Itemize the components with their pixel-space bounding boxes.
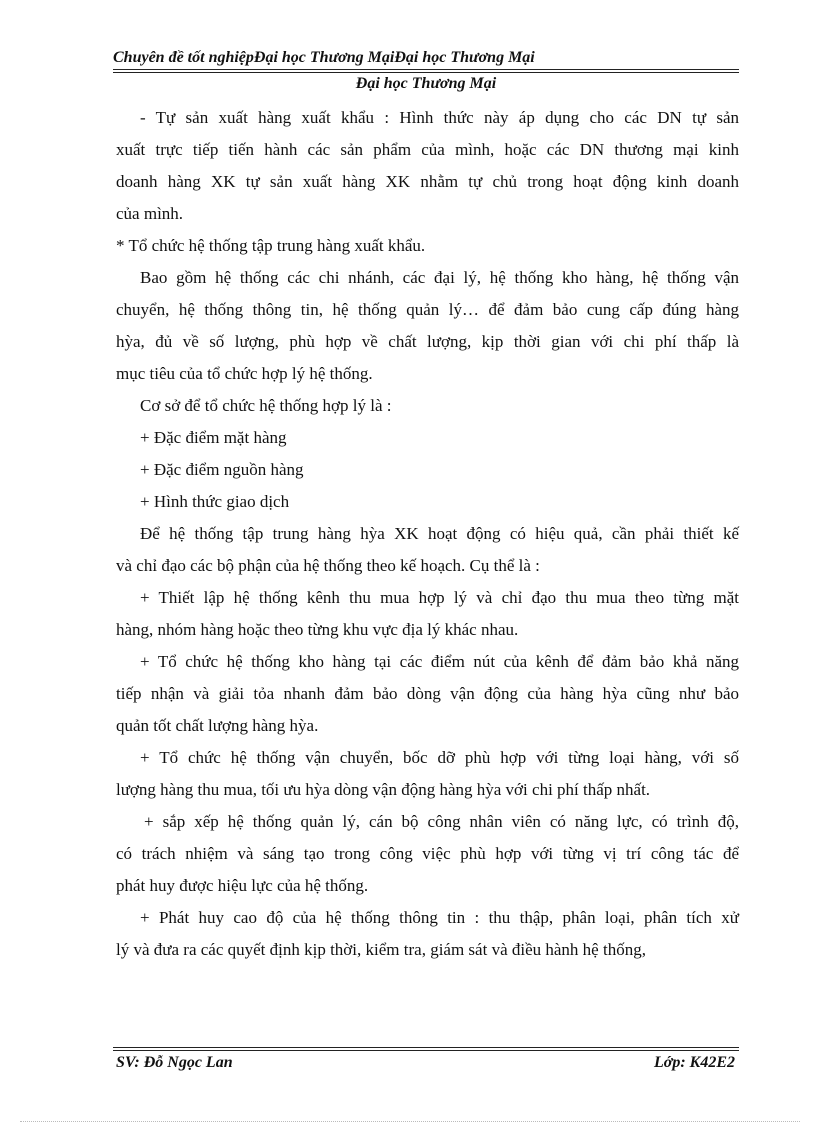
text-line: + Hình thức giao dịch bbox=[140, 492, 290, 511]
text-line: phát huy được hiệu lực của hệ thống. bbox=[116, 876, 369, 895]
text-line: chuyển, hệ thống thông tin, hệ thống quản lý… để đảm bảo cung cấp đúng hàng bbox=[116, 300, 739, 319]
paragraph bbox=[116, 230, 739, 262]
footer-rule bbox=[113, 1047, 739, 1051]
text-line: Để hệ thống tập trung hàng hỳa XK hoạt động có hiệu quả, cần phải thiết kế bbox=[140, 524, 739, 543]
header-subtitle-line: Đại học Thương Mại bbox=[355, 75, 497, 92]
text-line: lượng hàng thu mua, tối ưu hỳa dòng vận động hàng hỳa với chi phí thấp nhất. bbox=[116, 780, 651, 799]
text-line: tiếp nhận và giải tỏa nhanh đảm bảo dòng vận động của hàng hỳa cũng như bảo bbox=[116, 684, 739, 703]
text-line: + sắp xếp hệ thống quản lý, cán bộ công nhân viên có năng lực, có trình độ, bbox=[144, 812, 739, 831]
page-bottom-edge bbox=[20, 1121, 800, 1122]
text-line: quản tốt chất lượng hàng hỳa. bbox=[116, 716, 319, 735]
text-line: + Đặc điểm nguồn hàng bbox=[140, 460, 304, 479]
text-line: Cơ sở để tổ chức hệ thống hợp lý là : bbox=[140, 396, 392, 415]
text-line: + Đặc điểm mặt hàng bbox=[140, 428, 287, 447]
paragraph bbox=[116, 518, 739, 582]
paragraph bbox=[116, 422, 739, 454]
paragraph bbox=[116, 390, 739, 422]
text-line: + Tổ chức hệ thống kho hàng tại các điểm nút của kênh để đảm bảo khả năng bbox=[140, 652, 739, 671]
text-line: lý và đưa ra các quyết định kịp thời, kiểm tra, giám sát và điều hành hệ thống, bbox=[116, 940, 646, 959]
text-line: có trách nhiệm và sáng tạo trong công việc phù hợp với từng vị trí công tác để bbox=[116, 844, 739, 863]
text-line: - Tự sản xuất hàng xuất khẩu : Hình thức này áp dụng cho các DN tự sản bbox=[140, 108, 739, 127]
header-title-line: Chuyên đề tốt nghiệpĐại học Thương MạiĐại học Thương Mại bbox=[113, 49, 535, 66]
footer-class-code: Lớp: K42E2 bbox=[653, 1054, 735, 1071]
text-line: * Tổ chức hệ thống tập trung hàng xuất khẩu. bbox=[116, 236, 426, 255]
paragraph bbox=[116, 646, 739, 742]
paragraph bbox=[116, 582, 739, 646]
paragraph bbox=[116, 486, 739, 518]
text-line: + Tổ chức hệ thống vận chuyển, bốc dỡ phù hợp với từng loại hàng, với số bbox=[140, 748, 739, 767]
paragraph bbox=[116, 262, 739, 390]
text-line: + Thiết lập hệ thống kênh thu mua hợp lý và chỉ đạo thu mua theo từng mặt bbox=[140, 588, 739, 607]
paragraph bbox=[116, 902, 739, 966]
paragraph bbox=[116, 806, 739, 902]
text-line: hỳa, đủ về số lượng, phù hợp về chất lượng, kịp thời gian với chi phí thấp là bbox=[116, 332, 739, 351]
page-header bbox=[113, 48, 739, 94]
paragraph bbox=[116, 102, 739, 230]
text-line: mục tiêu của tổ chức hợp lý hệ thống. bbox=[116, 364, 373, 383]
paragraph bbox=[116, 742, 739, 806]
text-line: Bao gồm hệ thống các chi nhánh, các đại lý, hệ thống kho hàng, hệ thống vận bbox=[140, 268, 739, 287]
text-line: xuất trực tiếp tiến hành các sản phẩm của mình, hoặc các DN thương mại kinh bbox=[116, 140, 739, 159]
header-rule bbox=[113, 69, 739, 73]
text-line: doanh hàng XK tự sản xuất hàng XK nhằm tự chủ trong hoạt động kinh doanh bbox=[116, 172, 739, 191]
paragraph bbox=[116, 454, 739, 486]
text-line: của mình. bbox=[116, 204, 184, 223]
document-body bbox=[116, 102, 739, 966]
text-line: + Phát huy cao độ của hệ thống thông tin : thu thập, phân loại, phân tích xử bbox=[140, 908, 739, 927]
text-line: hàng, nhóm hàng hoặc theo từng khu vực địa lý khác nhau. bbox=[116, 620, 519, 639]
text-line: và chỉ đạo các bộ phận của hệ thống theo kế hoạch. Cụ thể là : bbox=[116, 556, 540, 575]
footer-student-name: SV: Đỗ Ngọc Lan bbox=[116, 1054, 233, 1071]
